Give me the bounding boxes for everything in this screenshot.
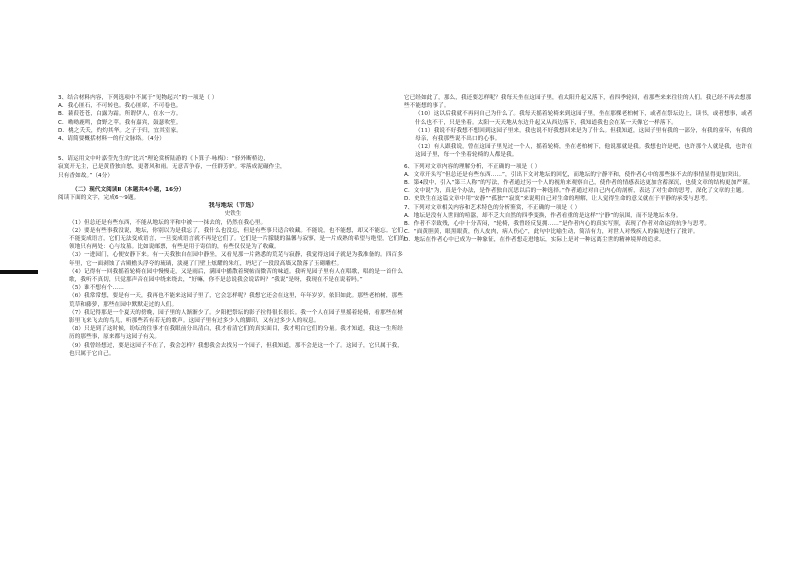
- article-paragraph-continued: 它已经如此了，那么，我还要怎样呢？我每天坐在这园子里，看太阳升起又落下，看四季轮回，看那些来来往往的人们。我已经不再去想那些不能想的事了。: [404, 95, 752, 110]
- question-7-stem: 7、下列对文章相关内容和艺术特色的分析鉴赏，不正确的一项是（ ）: [404, 204, 581, 211]
- article-paragraph-8: （8）只是到了这时候，纷纭的往事才在我眼前分出清白，我才看清它们的真实面目，我才明白它们的分量。我才知道，我这一生所经历的那些事，原来都与这园子有关。: [69, 326, 403, 341]
- question-6-option-b: B．第4段中，引入“第三人称”的写法，作者通过另一个人的视角来观察自己，使作者的情感表达更加含蓄深沉，也使文章的结构更加严谨。: [404, 180, 754, 187]
- article-paragraph-7: （7）我记得那是一个夏天的傍晚，园子里的人渐渐少了。夕阳把祭坛的影子拉得很长很长。我一个人在园子里摇着轮椅，看那些在树影里飞来飞去的鸟儿，听那些若有若无的歌声。这园子里有过多少人的脚印，又有过多少人的叹息。: [69, 309, 403, 325]
- question-5-line-3: 只有香如故。”（4分）: [58, 172, 114, 179]
- article-paragraph-11: （11）我说不好我想不想回到这园子里来，我也说不好我想回来是为了什么。但我知道，这园子里有我的一部分，有我的童年，有我的母亲，有我那些说不出口的心事。: [415, 127, 753, 143]
- article-paragraph-10: （10）这以后我就不再问自己为什么了。我每天摇着轮椅来到这园子里，坐在那棵老柏树下，或者在祭坛边上，读书，或者想事，或者什么也不干，只是坐着。太阳一天天地从东边升起又从西边落下，我知道我也会在某一天像它一样落下。: [415, 111, 753, 126]
- article-title: 我与地坛（节选）: [208, 202, 258, 210]
- article-paragraph-9: （9）我曾经想过，要是这园子不在了，我会怎样？我想我会去找另一个园子，但我知道，那不会是这一个了。这园子，它只属于我，也只属于它自己。: [69, 342, 403, 357]
- question-3-option-d: D．桃之夭夭，灼灼其华。之子于归，宜其室家。: [58, 127, 182, 134]
- article-paragraph-6: （6）我常常想，要是有一天，我再也不能来这园子里了，它会怎样呢？我想它还会在这里，年年岁岁，依旧如此。那些老柏树，那些荒草和藤萝，那些在园中默默走过的人们。: [69, 293, 403, 308]
- question-7-option-a: A．地坛是没有人世间的喧嚣，却不乏大自然的四季变换，作者看重的是这样“宁静”的氛围，而不是地坛本身。: [404, 212, 682, 219]
- article-paragraph-2: （2）要是有些事我没说，地坛，你别以为是我忘了，我什么也没忘，但是有些事只适合收藏。不能说，也不能想，却又不能忘。它们不能变成语言，它们无法变成语言，一旦变成语言就不再是它们了。它们是一片朦胧的温馨与寂寥，是一片成熟的希望与绝望，它们的领地只有两处：心与坟墓。比如说邮票，有些是用于寄信的，有些仅仅是为了收藏。: [69, 227, 405, 251]
- question-7-option-b: B．作者不幸致残，心中十分苦闷，“轮椅，我曾经反复拥……”是作者内心的真实写照，表现了作者对命运的抗争与思考。: [404, 221, 711, 228]
- article-paragraph-12: （12）有人跟我说，曾在这园子里见过一个人，摇着轮椅，坐在老柏树下，他说那就是我。我想也许是吧，也许那个人就是我，也许在这园子里，每一个坐着轮椅的人都是我。: [415, 144, 753, 159]
- article-paragraph-3: （3）一进园门，心便安静下来。有一天我独自在园中静坐，又看见那一片熟悉的荒芜与寂静，我觉得这园子就是为我准备的。四百多年里，它一面剥蚀了古殿檐头浮夸的琉璃，淡褪了门壁上炫耀的朱红，坍圮了一段段高墙又散落了玉砌雕栏。: [69, 252, 403, 267]
- reading-instruction: 阅读下面的文字，完成6～9题。: [58, 195, 140, 202]
- article-paragraph-1: （1）但总还是有些东西，不能从地坛的平和中被一一抹去的，仍然在我心里。: [69, 219, 267, 226]
- question-6-stem: 6、下列对文章内容的理解分析，不正确的一项是（ ）: [404, 163, 541, 170]
- article-paragraph-5: （5）谁不想有个……: [69, 285, 124, 292]
- question-3-stem: 3、结合材料内容，下列选项中不属于“见物起兴”的一项是（ ）: [58, 95, 218, 101]
- question-7-option-c: C．“面黄胆黄，眼黑眼黄，伤人皮肉，病人伤心”，此句中比喻生动，简洁有力，对世人对残疾人的偏见进行了批评。: [404, 229, 699, 236]
- question-3-option-b: B．蒹葭苍苍，白露为霜。所谓伊人，在水一方。: [58, 111, 182, 118]
- binding-margin-bar: [0, 270, 38, 274]
- left-column: [58, 94, 408, 358]
- question-4: 4、请简要概括材料一的行文脉络。（4分）: [58, 136, 166, 143]
- question-5-line-1: 5、请运用文中叶嘉莹先生的“比兴”理论赏析陆游的《卜算子·咏梅》：“驿外断桥边，: [58, 156, 270, 163]
- question-6-option-c: C．文中说“为，真是个办法，是作者独自沉思以后的一种选择。”作者通过对自己内心的剖析，表达了对生命的思考，深化了文章的主题。: [404, 188, 748, 195]
- question-6-option-d: D．史铁生在这篇文章中用“安静”“孤独”“寂寞”来说明自己对生命的理解，让人觉得生命的意义就在于平静的承受与思考。: [404, 196, 712, 203]
- article-paragraph-4: （4）记得有一回我摇着轮椅在园中慢慢走，又是雨后，满园中播散着熨帖而微苦的味道。我听见园子里有人在唱歌，唱的是一首什么歌，我听不真切，只觉那声音在园中绕来绕去，“好嘛，你不是总说我会说话吗？”我说“是呀，我现在不是在说着吗。”: [69, 268, 403, 284]
- section-heading: （二）现代文阅读Ⅱ（本题共4小题，16分）: [72, 186, 185, 193]
- article-author: 史铁生: [224, 211, 242, 218]
- question-7-option-d: D．地坛在作者心中已成为一种象征，在作者想走进地坛，实际上是对一种远离尘世的精神境界的追求。: [404, 237, 665, 244]
- question-5-line-2: 寂寞开无主，已是黄昏独自愁，更著风和雨。无意苦争春，一任群芳妒。零落成泥碾作尘，: [58, 164, 286, 171]
- question-6-option-a: A．文章开头写“但总还是有些东西……”，引出下文对地坛的回忆，而地坛的宁静平和，使作者心中的那些抹不去的事情显得更加突出。: [404, 171, 745, 178]
- question-3-option-a: A．我心匪石，不可转也。我心匪席，不可卷也。: [58, 103, 182, 110]
- question-3-option-c: C．呦呦鹿鸣，食野之苹。我有嘉宾，鼓瑟吹笙。: [58, 119, 182, 126]
- right-column: [404, 94, 756, 245]
